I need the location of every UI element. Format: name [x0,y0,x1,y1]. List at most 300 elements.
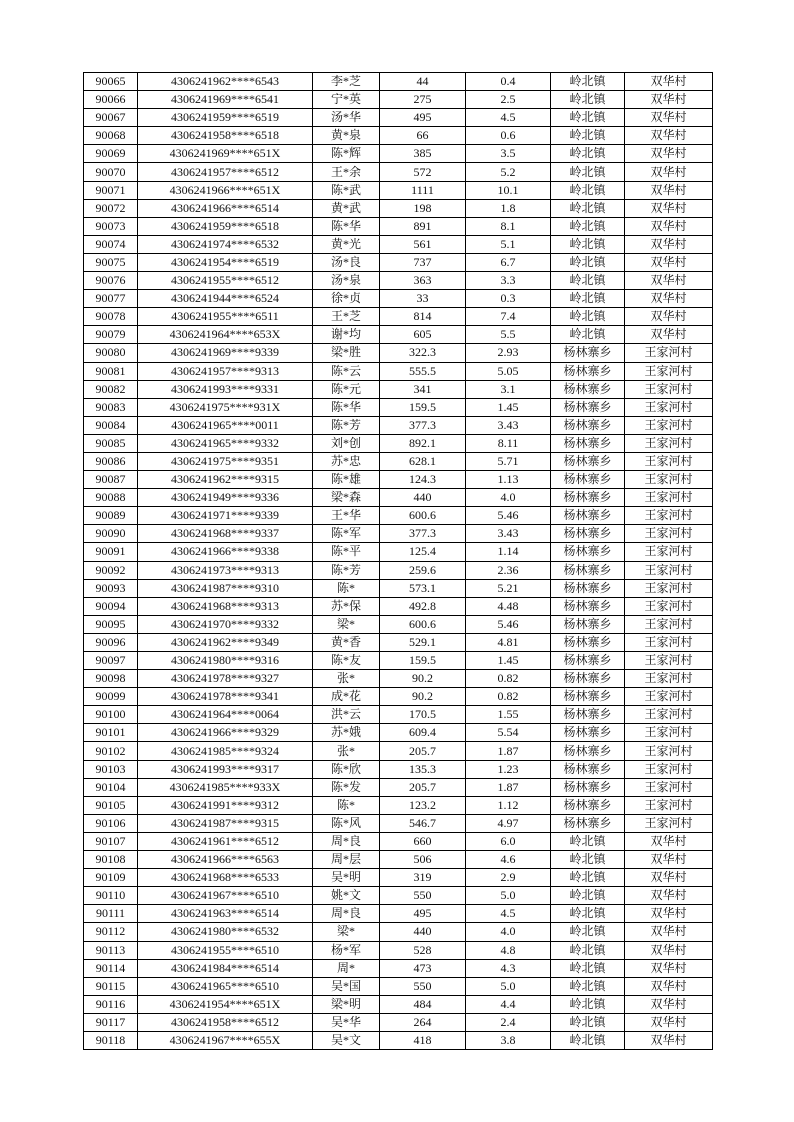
area-cell: 5.2 [466,163,551,181]
area-cell: 2.4 [466,1013,551,1031]
id-number-cell: 4306241955****6512 [138,272,313,290]
village-cell: 双华村 [625,109,713,127]
record-number-cell: 90079 [84,326,138,344]
area-cell: 5.5 [466,326,551,344]
area-cell: 0.3 [466,290,551,308]
area-cell: 10.1 [466,181,551,199]
area-cell: 1.23 [466,760,551,778]
table-row [84,597,713,615]
village-cell: 王家河村 [625,543,713,561]
village-cell: 双华村 [625,127,713,145]
village-cell: 王家河村 [625,416,713,434]
table-row [84,507,713,525]
area-cell: 5.46 [466,615,551,633]
table-row [84,1013,713,1031]
township-cell: 岭北镇 [551,959,625,977]
record-number-cell: 90071 [84,181,138,199]
township-cell: 岭北镇 [551,923,625,941]
table-row [84,742,713,760]
name-cell: 陈*平 [313,543,380,561]
record-number-cell: 90117 [84,1013,138,1031]
record-number-cell: 90076 [84,272,138,290]
area-cell: 3.43 [466,525,551,543]
name-cell: 苏*保 [313,597,380,615]
record-number-cell: 90105 [84,796,138,814]
table-row [84,398,713,416]
name-cell: 陈*华 [313,217,380,235]
area-cell: 3.8 [466,1031,551,1049]
village-cell: 双华村 [625,235,713,253]
village-cell: 王家河村 [625,633,713,651]
record-number-cell: 90097 [84,652,138,670]
village-cell: 双华村 [625,290,713,308]
record-number-cell: 90072 [84,199,138,217]
record-number-cell: 90095 [84,615,138,633]
name-cell: 陈*军 [313,525,380,543]
table-row [84,326,713,344]
area-cell: 0.6 [466,127,551,145]
township-cell: 杨林寨乡 [551,814,625,832]
id-number-cell: 4306241962****9315 [138,471,313,489]
record-number-cell: 90108 [84,851,138,869]
table-row [84,109,713,127]
area-cell: 1.45 [466,398,551,416]
name-cell: 周*层 [313,851,380,869]
township-cell: 杨林寨乡 [551,489,625,507]
table-row [84,869,713,887]
township-cell: 杨林寨乡 [551,344,625,362]
township-cell: 岭北镇 [551,217,625,235]
name-cell: 汤*华 [313,109,380,127]
village-cell: 王家河村 [625,706,713,724]
id-number-cell: 4306241970****9332 [138,615,313,633]
table-row [84,543,713,561]
record-number-cell: 90088 [84,489,138,507]
township-cell: 杨林寨乡 [551,724,625,742]
record-number-cell: 90118 [84,1031,138,1049]
id-number-cell: 4306241957****6512 [138,163,313,181]
township-cell: 杨林寨乡 [551,652,625,670]
table-row [84,416,713,434]
amount-cell: 363 [380,272,466,290]
village-cell: 双华村 [625,253,713,271]
village-cell: 双华村 [625,217,713,235]
name-cell: 黄*光 [313,235,380,253]
township-cell: 杨林寨乡 [551,670,625,688]
township-cell: 岭北镇 [551,995,625,1013]
amount-cell: 205.7 [380,778,466,796]
amount-cell: 473 [380,959,466,977]
amount-cell: 605 [380,326,466,344]
record-number-cell: 90096 [84,633,138,651]
amount-cell: 322.3 [380,344,466,362]
township-cell: 杨林寨乡 [551,796,625,814]
record-number-cell: 90066 [84,91,138,109]
record-number-cell: 90078 [84,308,138,326]
record-number-cell: 90087 [84,471,138,489]
village-cell: 双华村 [625,887,713,905]
table-row [84,1031,713,1049]
township-cell: 杨林寨乡 [551,561,625,579]
id-number-cell: 4306241971****9339 [138,507,313,525]
area-cell: 0.82 [466,688,551,706]
id-number-cell: 4306241974****6532 [138,235,313,253]
township-cell: 杨林寨乡 [551,507,625,525]
amount-cell: 814 [380,308,466,326]
township-cell: 杨林寨乡 [551,416,625,434]
village-cell: 王家河村 [625,362,713,380]
township-cell: 岭北镇 [551,109,625,127]
village-cell: 王家河村 [625,434,713,452]
township-cell: 杨林寨乡 [551,434,625,452]
table-row [84,163,713,181]
name-cell: 杨*军 [313,941,380,959]
record-number-cell: 90073 [84,217,138,235]
village-cell: 双华村 [625,1031,713,1049]
record-number-cell: 90091 [84,543,138,561]
village-cell: 双华村 [625,91,713,109]
table-row [84,760,713,778]
record-number-cell: 90099 [84,688,138,706]
id-number-cell: 4306241962****6543 [138,73,313,91]
area-cell: 3.1 [466,380,551,398]
amount-cell: 484 [380,995,466,1013]
record-number-cell: 90098 [84,670,138,688]
records-table-body [84,73,713,1050]
id-number-cell: 4306241954****6519 [138,253,313,271]
village-cell: 王家河村 [625,525,713,543]
village-cell: 双华村 [625,272,713,290]
name-cell: 陈*芳 [313,416,380,434]
name-cell: 汤*良 [313,253,380,271]
id-number-cell: 4306241985****933X [138,778,313,796]
table-row [84,525,713,543]
area-cell: 3.3 [466,272,551,290]
record-number-cell: 90100 [84,706,138,724]
area-cell: 4.5 [466,109,551,127]
amount-cell: 135.3 [380,760,466,778]
amount-cell: 892.1 [380,434,466,452]
table-row [84,941,713,959]
id-number-cell: 4306241987****9315 [138,814,313,832]
area-cell: 5.54 [466,724,551,742]
id-number-cell: 4306241964****653X [138,326,313,344]
village-cell: 双华村 [625,959,713,977]
area-cell: 5.0 [466,977,551,995]
id-number-cell: 4306241955****6511 [138,308,313,326]
record-number-cell: 90114 [84,959,138,977]
village-cell: 王家河村 [625,597,713,615]
table-row [84,977,713,995]
id-number-cell: 4306241991****9312 [138,796,313,814]
township-cell: 岭北镇 [551,181,625,199]
id-number-cell: 4306241968****9337 [138,525,313,543]
township-cell: 岭北镇 [551,941,625,959]
amount-cell: 124.3 [380,471,466,489]
area-cell: 1.8 [466,199,551,217]
record-number-cell: 90090 [84,525,138,543]
village-cell: 双华村 [625,995,713,1013]
id-number-cell: 4306241966****6563 [138,851,313,869]
name-cell: 陈*友 [313,652,380,670]
amount-cell: 737 [380,253,466,271]
name-cell: 王*华 [313,507,380,525]
id-number-cell: 4306241968****9313 [138,597,313,615]
record-number-cell: 90110 [84,887,138,905]
village-cell: 王家河村 [625,652,713,670]
id-number-cell: 4306241978****9341 [138,688,313,706]
id-number-cell: 4306241980****9316 [138,652,313,670]
township-cell: 杨林寨乡 [551,543,625,561]
table-row [84,796,713,814]
amount-cell: 198 [380,199,466,217]
amount-cell: 90.2 [380,688,466,706]
village-cell: 双华村 [625,851,713,869]
name-cell: 陈*元 [313,380,380,398]
area-cell: 0.4 [466,73,551,91]
township-cell: 杨林寨乡 [551,452,625,470]
village-cell: 双华村 [625,308,713,326]
amount-cell: 44 [380,73,466,91]
township-cell: 杨林寨乡 [551,525,625,543]
amount-cell: 1111 [380,181,466,199]
amount-cell: 259.6 [380,561,466,579]
township-cell: 杨林寨乡 [551,380,625,398]
table-row [84,362,713,380]
table-row [84,887,713,905]
area-cell: 1.14 [466,543,551,561]
name-cell: 刘*创 [313,434,380,452]
amount-cell: 205.7 [380,742,466,760]
amount-cell: 418 [380,1031,466,1049]
name-cell: 梁* [313,923,380,941]
township-cell: 岭北镇 [551,127,625,145]
township-cell: 杨林寨乡 [551,597,625,615]
village-cell: 王家河村 [625,778,713,796]
id-number-cell: 4306241949****9336 [138,489,313,507]
area-cell: 4.0 [466,489,551,507]
record-number-cell: 90109 [84,869,138,887]
table-row [84,452,713,470]
id-number-cell: 4306241993****9317 [138,760,313,778]
amount-cell: 600.6 [380,615,466,633]
village-cell: 王家河村 [625,471,713,489]
table-row [84,814,713,832]
table-row [84,127,713,145]
amount-cell: 628.1 [380,452,466,470]
id-number-cell: 4306241980****6532 [138,923,313,941]
name-cell: 吴*华 [313,1013,380,1031]
record-number-cell: 90115 [84,977,138,995]
village-cell: 王家河村 [625,760,713,778]
name-cell: 梁*森 [313,489,380,507]
id-number-cell: 4306241959****6518 [138,217,313,235]
village-cell: 双华村 [625,1013,713,1031]
amount-cell: 66 [380,127,466,145]
table-row [84,344,713,362]
name-cell: 张* [313,742,380,760]
table-row [84,670,713,688]
area-cell: 5.71 [466,452,551,470]
id-number-cell: 4306241959****6519 [138,109,313,127]
name-cell: 汤*泉 [313,272,380,290]
village-cell: 双华村 [625,977,713,995]
record-number-cell: 90080 [84,344,138,362]
township-cell: 岭北镇 [551,235,625,253]
record-number-cell: 90113 [84,941,138,959]
area-cell: 4.4 [466,995,551,1013]
name-cell: 王*余 [313,163,380,181]
village-cell: 双华村 [625,199,713,217]
village-cell: 王家河村 [625,344,713,362]
amount-cell: 891 [380,217,466,235]
village-cell: 王家河村 [625,507,713,525]
name-cell: 周*良 [313,905,380,923]
name-cell: 苏*忠 [313,452,380,470]
name-cell: 吴*文 [313,1031,380,1049]
village-cell: 王家河村 [625,579,713,597]
amount-cell: 550 [380,977,466,995]
record-number-cell: 90104 [84,778,138,796]
record-number-cell: 90111 [84,905,138,923]
id-number-cell: 4306241965****0011 [138,416,313,434]
village-cell: 双华村 [625,869,713,887]
village-cell: 王家河村 [625,742,713,760]
record-number-cell: 90103 [84,760,138,778]
area-cell: 2.9 [466,869,551,887]
id-number-cell: 4306241966****651X [138,181,313,199]
record-number-cell: 90069 [84,145,138,163]
record-number-cell: 90074 [84,235,138,253]
id-number-cell: 4306241966****9329 [138,724,313,742]
township-cell: 岭北镇 [551,163,625,181]
record-number-cell: 90083 [84,398,138,416]
amount-cell: 528 [380,941,466,959]
name-cell: 陈*云 [313,362,380,380]
area-cell: 5.05 [466,362,551,380]
amount-cell: 123.2 [380,796,466,814]
township-cell: 杨林寨乡 [551,362,625,380]
id-number-cell: 4306241969****9339 [138,344,313,362]
id-number-cell: 4306241984****6514 [138,959,313,977]
township-cell: 杨林寨乡 [551,742,625,760]
amount-cell: 170.5 [380,706,466,724]
area-cell: 4.0 [466,923,551,941]
name-cell: 吴*明 [313,869,380,887]
township-cell: 岭北镇 [551,91,625,109]
table-row [84,579,713,597]
name-cell: 周*良 [313,832,380,850]
record-number-cell: 90085 [84,434,138,452]
village-cell: 双华村 [625,905,713,923]
name-cell: 陈*辉 [313,145,380,163]
area-cell: 3.5 [466,145,551,163]
id-number-cell: 4306241955****6510 [138,941,313,959]
table-row [84,706,713,724]
table-row [84,995,713,1013]
name-cell: 姚*文 [313,887,380,905]
name-cell: 周* [313,959,380,977]
table-row [84,633,713,651]
amount-cell: 33 [380,290,466,308]
table-row [84,73,713,91]
record-number-cell: 90107 [84,832,138,850]
area-cell: 8.11 [466,434,551,452]
village-cell: 双华村 [625,832,713,850]
id-number-cell: 4306241957****9313 [138,362,313,380]
village-cell: 王家河村 [625,452,713,470]
amount-cell: 529.1 [380,633,466,651]
village-cell: 王家河村 [625,398,713,416]
amount-cell: 495 [380,109,466,127]
id-number-cell: 4306241958****6512 [138,1013,313,1031]
id-number-cell: 4306241965****6510 [138,977,313,995]
area-cell: 2.36 [466,561,551,579]
amount-cell: 125.4 [380,543,466,561]
township-cell: 杨林寨乡 [551,579,625,597]
village-cell: 王家河村 [625,615,713,633]
id-number-cell: 4306241969****6541 [138,91,313,109]
village-cell: 双华村 [625,163,713,181]
amount-cell: 90.2 [380,670,466,688]
area-cell: 1.87 [466,742,551,760]
name-cell: 宁*英 [313,91,380,109]
table-row [84,851,713,869]
name-cell: 梁*胜 [313,344,380,362]
area-cell: 6.7 [466,253,551,271]
record-number-cell: 90092 [84,561,138,579]
table-row [84,688,713,706]
record-number-cell: 90082 [84,380,138,398]
amount-cell: 495 [380,905,466,923]
record-number-cell: 90116 [84,995,138,1013]
table-row [84,724,713,742]
id-number-cell: 4306241975****9351 [138,452,313,470]
amount-cell: 319 [380,869,466,887]
name-cell: 吴*国 [313,977,380,995]
township-cell: 岭北镇 [551,869,625,887]
township-cell: 岭北镇 [551,308,625,326]
amount-cell: 572 [380,163,466,181]
id-number-cell: 4306241962****9349 [138,633,313,651]
amount-cell: 506 [380,851,466,869]
id-number-cell: 4306241973****9313 [138,561,313,579]
area-cell: 1.45 [466,652,551,670]
township-cell: 岭北镇 [551,145,625,163]
record-number-cell: 90106 [84,814,138,832]
area-cell: 5.46 [466,507,551,525]
area-cell: 1.55 [466,706,551,724]
id-number-cell: 4306241968****6533 [138,869,313,887]
amount-cell: 546.7 [380,814,466,832]
village-cell: 王家河村 [625,814,713,832]
record-number-cell: 90101 [84,724,138,742]
name-cell: 陈*风 [313,814,380,832]
village-cell: 王家河村 [625,724,713,742]
amount-cell: 159.5 [380,652,466,670]
table-row [84,91,713,109]
id-number-cell: 4306241985****9324 [138,742,313,760]
table-row [84,652,713,670]
id-number-cell: 4306241975****931X [138,398,313,416]
village-cell: 双华村 [625,145,713,163]
record-number-cell: 90065 [84,73,138,91]
table-row [84,199,713,217]
record-number-cell: 90084 [84,416,138,434]
table-row [84,561,713,579]
village-cell: 王家河村 [625,670,713,688]
table-row [84,489,713,507]
